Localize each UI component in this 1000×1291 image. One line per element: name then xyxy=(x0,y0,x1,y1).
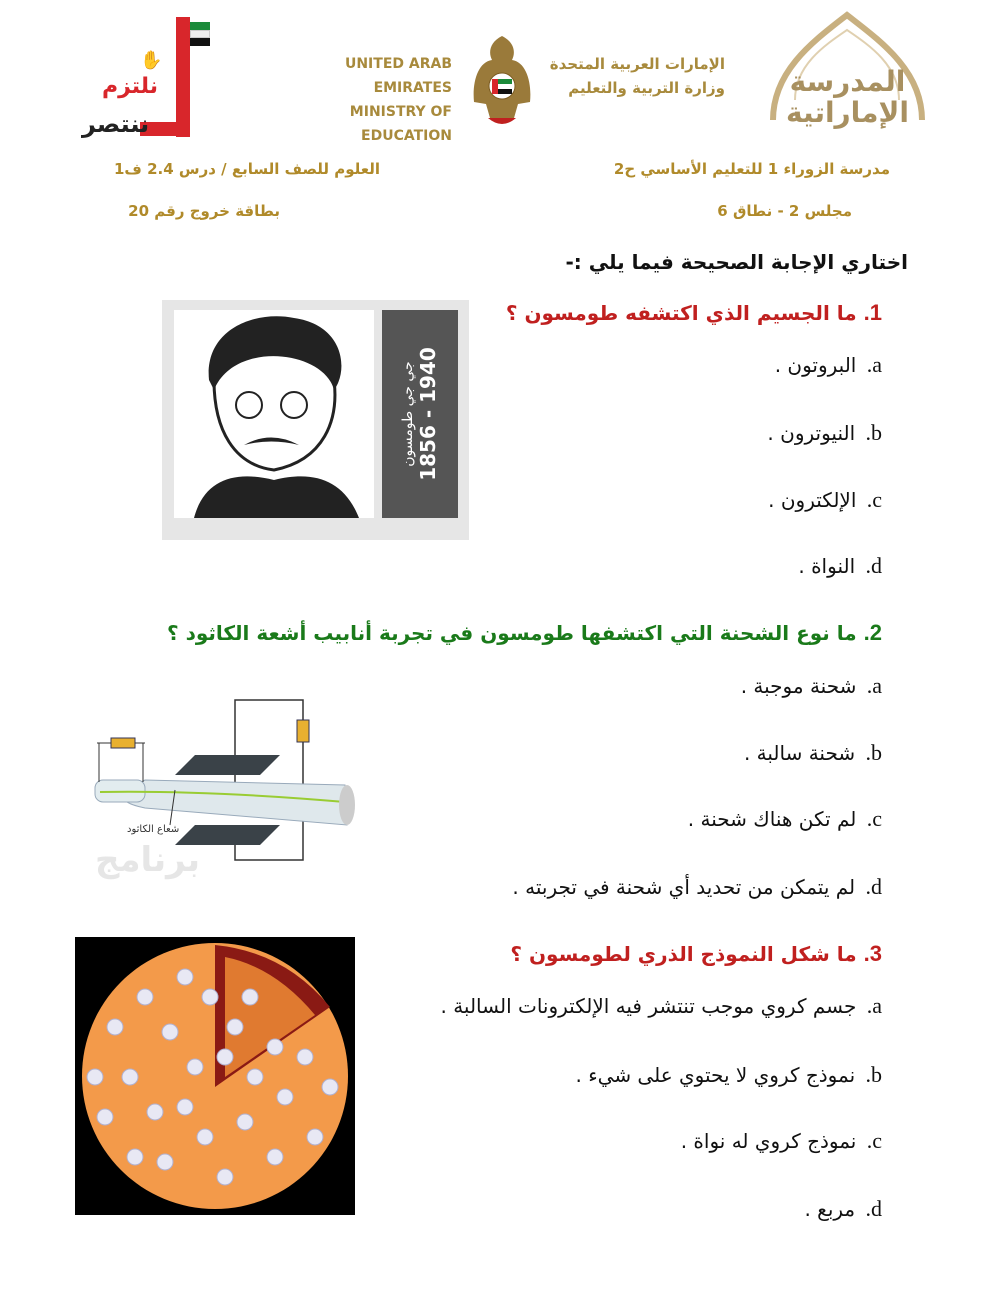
option-letter: b. xyxy=(865,1062,882,1087)
exit-card-number: بطاقة خروج رقم 20 xyxy=(128,202,280,220)
option-2a[interactable] xyxy=(741,673,882,699)
electron-dot xyxy=(187,1059,203,1075)
portrait-years: 1856 - 1940 xyxy=(416,347,440,481)
electron-dot xyxy=(122,1069,138,1085)
electron-dot xyxy=(107,1019,123,1035)
ministry-ar-line2: وزارة التربية والتعليم xyxy=(568,79,725,97)
option-letter: d. xyxy=(865,874,882,899)
option-letter: d. xyxy=(865,553,882,578)
option-letter: d. xyxy=(865,1196,882,1221)
electron-dot xyxy=(177,969,193,985)
option-1c[interactable] xyxy=(768,487,882,513)
electron-dot xyxy=(202,989,218,1005)
school-logo-word-2: الإماراتية xyxy=(786,96,909,129)
option-3d[interactable] xyxy=(804,1196,882,1222)
question-3 xyxy=(510,941,882,967)
electron-dot xyxy=(297,1049,313,1065)
option-letter: a. xyxy=(866,993,882,1018)
option-text: النيوترون . xyxy=(767,421,856,445)
ministry-en-line1: UNITED ARAB EMIRATES xyxy=(344,56,452,96)
thomson-atom-model xyxy=(75,937,355,1215)
campaign-logo: ✋ نلتزم ننتصر xyxy=(82,12,212,142)
thomson-portrait xyxy=(162,300,469,540)
electron-dot xyxy=(127,1149,143,1165)
option-text: لم تكن هناك شحنة . xyxy=(687,807,857,831)
electron-dot xyxy=(177,1099,193,1115)
cathode-ray-label: شعاع الكاثود xyxy=(127,824,180,835)
option-letter: c. xyxy=(866,1128,882,1153)
option-3b[interactable] xyxy=(576,1062,882,1088)
question-number: 2. xyxy=(863,620,882,645)
electron-dot xyxy=(267,1149,283,1165)
electron-dot xyxy=(147,1104,163,1120)
question-text: ما شكل النموذج الذري لطومسون ؟ xyxy=(510,942,857,966)
uae-emblem-icon xyxy=(470,32,534,130)
subject-lesson: العلوم للصف السابع / درس 2.4 ف1 xyxy=(113,160,380,178)
electron-dot xyxy=(227,1019,243,1035)
question-1 xyxy=(506,300,882,326)
option-3a[interactable] xyxy=(440,993,882,1019)
school-logo-word-1: المدرسة xyxy=(789,65,906,98)
option-text: شحنة سالبة . xyxy=(743,741,856,765)
electron-dot xyxy=(197,1129,213,1145)
portrait-name: جي جي طومسون xyxy=(400,361,416,467)
question-2 xyxy=(167,620,882,646)
option-text: مربع . xyxy=(804,1197,856,1221)
electron-dot xyxy=(162,1024,178,1040)
option-1b[interactable] xyxy=(767,420,882,446)
option-letter: b. xyxy=(865,740,882,765)
option-3c[interactable] xyxy=(681,1128,882,1154)
electron-dot xyxy=(247,1069,263,1085)
ministry-ar xyxy=(540,52,725,100)
option-text: جسم كروي موجب تنتشر فيه الإلكترونات السالبة . xyxy=(440,994,857,1018)
option-text: نموذج كروي لا يحتوي على شيء . xyxy=(575,1063,856,1087)
logo-word-1: نلتزم xyxy=(102,74,159,99)
option-text: لم يتمكن من تحديد أي شحنة في تجربته . xyxy=(512,875,856,899)
ministry-ar-line1: الإمارات العربية المتحدة xyxy=(549,55,725,73)
school-name: مدرسة الزوراء 1 للتعليم الأساسي ح2 xyxy=(613,160,890,178)
option-text: البروتون . xyxy=(774,353,857,377)
option-1a[interactable] xyxy=(775,352,882,378)
option-letter: a. xyxy=(866,673,882,698)
electron-dot xyxy=(237,1114,253,1130)
electron-dot xyxy=(307,1129,323,1145)
watermark: برنامج xyxy=(95,840,201,880)
electron-dot xyxy=(217,1049,233,1065)
electron-dot xyxy=(277,1089,293,1105)
school-logo xyxy=(765,10,930,130)
option-text: النواة . xyxy=(798,554,856,578)
electron-dot xyxy=(267,1039,283,1055)
question-text: ما الجسيم الذي اكتشفه طومسون ؟ xyxy=(505,301,857,325)
electron-dot xyxy=(217,1169,233,1185)
option-letter: b. xyxy=(865,420,882,445)
electron-dot xyxy=(87,1069,103,1085)
ministry-en-line2: MINISTRY OF EDUCATION xyxy=(349,104,452,144)
option-text: الإلكترون . xyxy=(768,488,857,512)
question-number: 1. xyxy=(863,300,882,325)
electron-dot xyxy=(242,989,258,1005)
electron-dot xyxy=(97,1109,113,1125)
question-text: ما نوع الشحنة التي اكتشفها طومسون في تجربة أنابيب أشعة الكاثود ؟ xyxy=(167,621,857,645)
option-letter: a. xyxy=(866,352,882,377)
question-number: 3. xyxy=(863,941,882,966)
option-2d[interactable] xyxy=(512,874,882,900)
cathode-ray-tube-diagram xyxy=(85,690,375,890)
option-letter: c. xyxy=(866,806,882,831)
electron-dot xyxy=(322,1079,338,1095)
electron-dot xyxy=(157,1154,173,1170)
option-text: شحنة موجبة . xyxy=(740,674,857,698)
ministry-en xyxy=(272,52,452,148)
option-2c[interactable] xyxy=(688,806,882,832)
option-text: نموذج كروي له نواة . xyxy=(680,1129,857,1153)
option-1d[interactable] xyxy=(798,553,882,579)
electron-dot xyxy=(137,989,153,1005)
logo-word-2: ننتصر xyxy=(82,110,150,138)
option-2b[interactable] xyxy=(744,740,882,766)
option-letter: c. xyxy=(866,487,882,512)
council-info: مجلس 2 - نطاق 6 xyxy=(717,202,852,220)
instruction: اختاري الإجابة الصحيحة فيما يلي :- xyxy=(565,250,908,274)
